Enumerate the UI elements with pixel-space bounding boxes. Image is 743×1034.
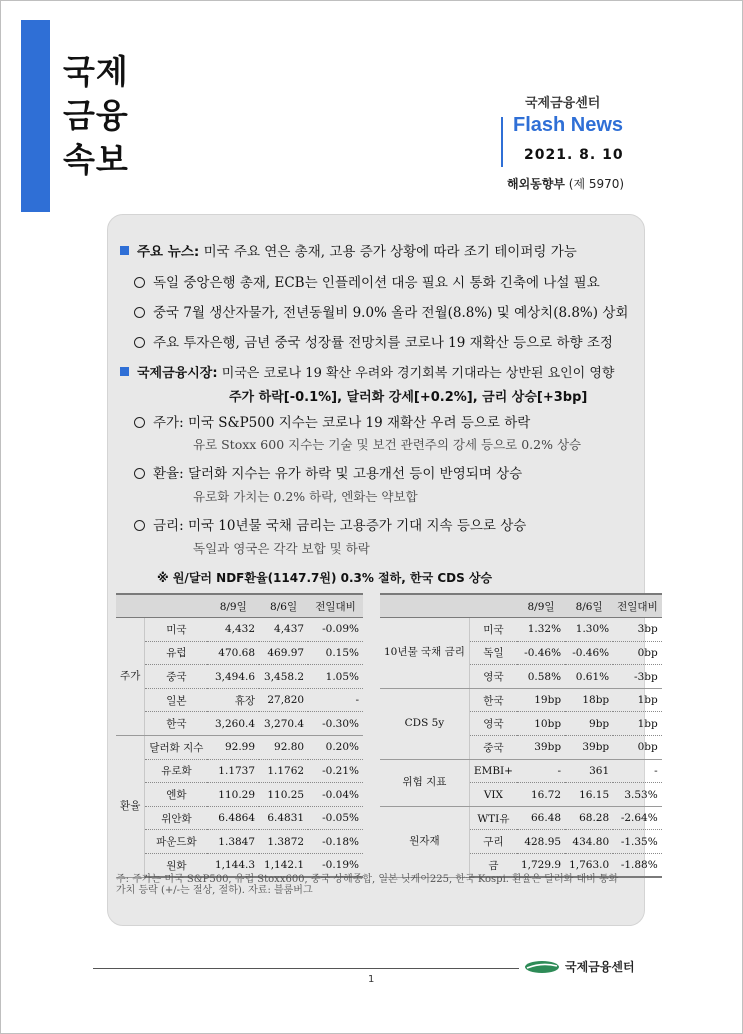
table-cell: 1.1762 (259, 759, 308, 783)
left-market-table (116, 593, 363, 878)
table-cell: - (517, 759, 565, 783)
right-market-table (380, 593, 662, 878)
table-header-row (380, 594, 662, 618)
row-label: 미국 (469, 618, 517, 642)
table-row (116, 688, 363, 712)
circle-bullet-icon (134, 277, 145, 288)
circle-bullet-icon (134, 520, 145, 531)
row-label: 위안화 (145, 806, 208, 830)
table-cell: 0.15% (308, 641, 363, 665)
table-cell: -1.35% (613, 830, 662, 854)
row-label: 원화 (145, 854, 208, 878)
table-cell: 3bp (613, 618, 662, 642)
circle-bullet-icon (134, 337, 145, 348)
group-label: CDS 5y (380, 688, 469, 759)
table-cell: 1.3872 (259, 830, 308, 854)
table-cell: -0.04% (308, 783, 363, 807)
group-label: 위험 지표 (380, 759, 469, 806)
table-cell: -0.46% (517, 641, 565, 665)
table-cell: 470.68 (207, 641, 259, 665)
header-dept (507, 175, 624, 192)
circle-bullet-icon (134, 468, 145, 479)
table-cell: 1.1737 (207, 759, 259, 783)
table-cell: 19bp (517, 688, 565, 712)
row-label: 중국 (469, 736, 517, 760)
row-label: 금 (469, 854, 517, 878)
square-bullet-icon (120, 246, 129, 255)
header-divider (501, 117, 503, 167)
table-row (116, 736, 363, 760)
table-cell: 110.25 (259, 783, 308, 807)
dept-name: 해외동향부 (507, 177, 565, 191)
table-row (116, 641, 363, 665)
table-row (116, 712, 363, 736)
table-row (380, 618, 662, 642)
table-cell: 92.99 (207, 736, 259, 760)
table-cell: 3,270.4 (259, 712, 308, 736)
table-cell: 0bp (613, 641, 662, 665)
table-cell: 4,437 (259, 618, 308, 642)
row-label: 구리 (469, 830, 517, 854)
table-row (116, 618, 363, 642)
row-label: WTI유 (469, 806, 517, 830)
col-header: 전일대비 (308, 594, 363, 618)
row-label: 한국 (469, 688, 517, 712)
row-label: 영국 (469, 665, 517, 689)
table-cell: 39bp (517, 736, 565, 760)
table-cell: -0.18% (308, 830, 363, 854)
document-title (63, 50, 129, 182)
row-label: 유럽 (145, 641, 208, 665)
news-headline: 주요 뉴스: 미국 주요 연은 총재, 고용 증가 상황에 따라 조기 테이퍼링 가능 (120, 240, 577, 260)
table-cell: 110.29 (207, 783, 259, 807)
table-cell: 3,494.6 (207, 665, 259, 689)
table-cell: 3,458.2 (259, 665, 308, 689)
ndf-note: ※ 원/달러 NDF환율(1147.7원) 0.3% 절하, 한국 CDS 상승 (157, 571, 493, 585)
table-cell: 6.4831 (259, 806, 308, 830)
table-cell: -3bp (613, 665, 662, 689)
table-row (380, 806, 662, 830)
table-cell: -0.21% (308, 759, 363, 783)
table-cell: 3,260.4 (207, 712, 259, 736)
table-cell: 68.28 (565, 806, 613, 830)
row-label: 달러화 지수 (145, 736, 208, 760)
row-label: 영국 (469, 712, 517, 736)
table-row (116, 783, 363, 807)
market-item-rate: 금리: 미국 10년물 국채 금리는 고용증가 기대 지속 등으로 상승 (134, 514, 526, 534)
market-item-fx: 환율: 달러화 지수는 유가 하락 및 고용개선 등이 반영되며 상승 (134, 462, 522, 482)
row-label: 일본 (145, 688, 208, 712)
table-cell: 428.95 (517, 830, 565, 854)
table-cell: 0.61% (565, 665, 613, 689)
table-cell: 6.4864 (207, 806, 259, 830)
row-label: 엔화 (145, 783, 208, 807)
kcif-logo-icon (524, 960, 560, 974)
table-cell: -2.64% (613, 806, 662, 830)
col-header: 8/9일 (207, 594, 259, 618)
title-line-3: 속보 (63, 140, 129, 179)
table-cell: 1bp (613, 712, 662, 736)
group-label: 환율 (116, 736, 145, 878)
table-cell: - (308, 688, 363, 712)
table-cell: 1.30% (565, 618, 613, 642)
table-cell: -0.05% (308, 806, 363, 830)
header-org: 국제금융센터 (525, 96, 601, 111)
table-cell: 434.80 (565, 830, 613, 854)
header-date: 2021. 8. 10 (524, 147, 624, 163)
footer-org: 국제금융센터 (565, 960, 635, 974)
table-cell: -1.88% (613, 854, 662, 878)
table-cell: 0bp (613, 736, 662, 760)
table-cell: 27,820 (259, 688, 308, 712)
market-item-stock-sub: 유로 Stoxx 600 지수는 기술 및 보건 관련주의 강세 등으로 0.2% 상승 (193, 437, 582, 452)
table-row (116, 806, 363, 830)
row-label: 미국 (145, 618, 208, 642)
table-cell: -0.30% (308, 712, 363, 736)
square-bullet-icon (120, 367, 129, 376)
col-header: 전일대비 (613, 594, 662, 618)
table-cell: -0.46% (565, 641, 613, 665)
table-row (116, 830, 363, 854)
table-cell: -0.19% (308, 854, 363, 878)
circle-bullet-icon (134, 417, 145, 428)
table-row (380, 759, 662, 783)
table-cell: 0.20% (308, 736, 363, 760)
circle-bullet-icon (134, 307, 145, 318)
market-item-fx-sub: 유로화 가치는 0.2% 하락, 엔화는 약보합 (193, 489, 418, 504)
news-item: 주요 투자은행, 금년 중국 성장률 전망치를 코로나 19 재확산 등으로 하향 조정 (134, 331, 613, 351)
row-label: 한국 (145, 712, 208, 736)
table-cell: 39bp (565, 736, 613, 760)
table-cell: 휴장 (207, 688, 259, 712)
issue-number: (제 5970) (568, 177, 625, 191)
table-cell: 0.58% (517, 665, 565, 689)
title-line-2: 금융 (63, 96, 129, 135)
table-cell: 1.32% (517, 618, 565, 642)
table-cell: 16.72 (517, 783, 565, 807)
table-cell: 4,432 (207, 618, 259, 642)
table-cell: 1.3847 (207, 830, 259, 854)
market-item-stock: 주가: 미국 S&P500 지수는 코로나 19 재확산 우려 등으로 하락 (134, 411, 530, 431)
row-label: 중국 (145, 665, 208, 689)
group-label: 주가 (116, 618, 145, 736)
col-header: 8/6일 (565, 594, 613, 618)
table-source-note: 주: 주가는 미국 S&P500, 유럽 Stoxx600, 중국 상해종합, 일본 닛케이225, 한국 Kospi. 환율은 달러화 대비 통화가치 등락 (+/-는 절상, 절하). 자료: 블룸버그 (116, 874, 619, 896)
table-cell: 361 (565, 759, 613, 783)
col-header: 8/9일 (517, 594, 565, 618)
table-cell: 10bp (517, 712, 565, 736)
table-cell: 1,729.9 (517, 854, 565, 878)
market-item-rate-sub: 독일과 영국은 각각 보합 및 하락 (193, 541, 370, 556)
row-label: 독일 (469, 641, 517, 665)
table-row (116, 759, 363, 783)
table-cell: 9bp (565, 712, 613, 736)
row-label: VIX (469, 783, 517, 807)
table-cell: 3.53% (613, 783, 662, 807)
title-accent-bar (21, 20, 50, 212)
table-cell: 92.80 (259, 736, 308, 760)
title-line-1: 국제 (63, 52, 129, 91)
group-label: 원자재 (380, 806, 469, 877)
table-row (380, 688, 662, 712)
market-summary: 주가 하락[-0.1%], 달러화 강세[+0.2%], 금리 상승[+3bp] (229, 390, 588, 405)
group-label: 10년물 국채 금리 (380, 618, 469, 689)
table-row (116, 665, 363, 689)
table-cell: 1,144.3 (207, 854, 259, 878)
row-label: EMBI+ (469, 759, 517, 783)
news-item: 중국 7월 생산자물가, 전년동월비 9.0% 올라 전월(8.8%) 및 예상치(8.8%) 상회 (134, 301, 628, 321)
news-item: 독일 중앙은행 총재, ECB는 인플레이션 대응 필요 시 통화 긴축에 나설 필요 (134, 271, 600, 291)
row-label: 파운드화 (145, 830, 208, 854)
table-cell: 18bp (565, 688, 613, 712)
table-header-row (116, 594, 363, 618)
table-cell: - (613, 759, 662, 783)
footer-divider (93, 968, 519, 969)
table-cell: 1,142.1 (259, 854, 308, 878)
table-cell: 1,763.0 (565, 854, 613, 878)
table-cell: 16.15 (565, 783, 613, 807)
table-cell: 66.48 (517, 806, 565, 830)
table-cell: -0.09% (308, 618, 363, 642)
table-cell: 1.05% (308, 665, 363, 689)
row-label: 유로화 (145, 759, 208, 783)
header-flash-news: Flash News (513, 114, 624, 136)
col-header: 8/6일 (259, 594, 308, 618)
page-number: 1 (368, 974, 375, 985)
market-headline: 국제금융시장: 미국은 코로나 19 확산 우려와 경기회복 기대라는 상반된 요인이 영향 (120, 362, 615, 381)
table-cell: 469.97 (259, 641, 308, 665)
table-cell: 1bp (613, 688, 662, 712)
